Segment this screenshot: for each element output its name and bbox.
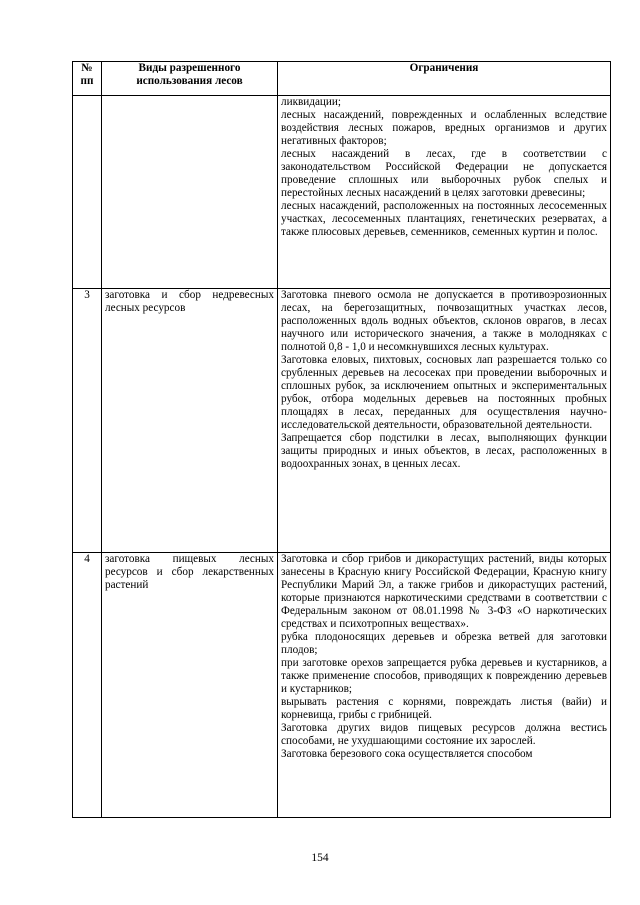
restriction-paragraph: Заготовка еловых, пихтовых, сосновых лап разрешается только со срубленных деревьев на лесосеках при проведении выборочных и сплошных рубок, за исключением опытных и экспериментальных рубок, отбора модельных деревьев на постоянных пробных площадях в лесах, переданных для осуществления научно-исследовательской деятельности, образовательной деятельности. xyxy=(281,354,607,431)
row-number: 4 xyxy=(73,553,102,818)
row-restrictions xyxy=(278,289,611,553)
restriction-paragraph: лесных насаждений, расположенных на постоянных лесосеменных участках, лесосеменных плантациях, генетических резерватах, а также плюсовых деревьев, семенников, семенных куртин и полос. xyxy=(281,200,607,238)
row-usage-type xyxy=(102,96,278,289)
restriction-paragraph: Заготовка березового сока осуществляется способом xyxy=(281,748,533,760)
page-number: 154 xyxy=(311,852,329,864)
row-restrictions xyxy=(278,96,611,289)
header-number: № пп xyxy=(73,62,102,96)
restrictions-table xyxy=(72,61,611,818)
row-usage-type: заготовка и сбор недревесных лесных ресурсов xyxy=(102,289,278,553)
table-header-row xyxy=(73,62,611,96)
row-number: 3 xyxy=(73,289,102,553)
row-restrictions xyxy=(278,553,611,818)
row-number xyxy=(73,96,102,289)
restriction-paragraph: при заготовке орехов запрещается рубка деревьев и кустарников, а также применение способов, приводящих к повреждению деревьев и кустарников; xyxy=(281,657,607,695)
restriction-paragraph: Заготовка и сбор грибов и дикорастущих растений, виды которых занесены в Красную книгу Российской Федерации, Красную книгу Республики Марий Эл, а также грибов и дикорастущих растений, которые признаются наркотическими средствами в соответствии с Федеральным законом от 08.01.1998 № 3-ФЗ «О наркотических средствах и психотропных веществах». xyxy=(281,553,607,630)
row-usage-type: заготовка пищевых лесных ресурсов и сбор лекарственных растений xyxy=(102,553,278,818)
restriction-paragraph: рубка плодоносящих деревьев и обрезка ветвей для заготовки плодов; xyxy=(281,631,607,656)
restriction-paragraph: Запрещается сбор подстилки в лесах, выполняющих функции защиты природных и иных объектов, в лесах, расположенных в водоохранных зонах, в ценных лесах. xyxy=(281,432,607,470)
restriction-paragraph: вырывать растения с корнями, повреждать листья (вайи) и корневища, грибы с грибницей. xyxy=(281,696,607,721)
table-row xyxy=(73,553,611,818)
restriction-paragraph: лесных насаждений, поврежденных и ослабленных вследствие воздействия лесных пожаров, вредных организмов и других негативных факторов; xyxy=(281,109,607,147)
table-row xyxy=(73,96,611,289)
header-usage-type: Виды разрешенного использования лесов xyxy=(102,62,278,96)
restriction-paragraph: лесных насаждений в лесах, где в соответствии с законодательством Российской Федерации не допускается проведение сплошных или выборочных рубок спелых и перестойных лесных насаждений в целях заготовки древесины; xyxy=(281,148,607,199)
header-restrictions: Ограничения xyxy=(278,62,611,96)
restriction-paragraph: ликвидации; xyxy=(281,96,342,108)
restriction-paragraph: Заготовка других видов пищевых ресурсов должна вестись способами, не ухудшающими состояние их зарослей. xyxy=(281,722,607,747)
restriction-paragraph: Заготовка пневого осмола не допускается в противоэрозионных лесах, на берегозащитных, почвозащитных участках лесов, расположенных вдоль водных объектов, склонов оврагов, в лесах научного или исторического значения, а также в молодняках с полнотой 0,8 - 1,0 и несомкнувшихся лесных культурах. xyxy=(281,289,607,353)
table-row xyxy=(73,289,611,553)
